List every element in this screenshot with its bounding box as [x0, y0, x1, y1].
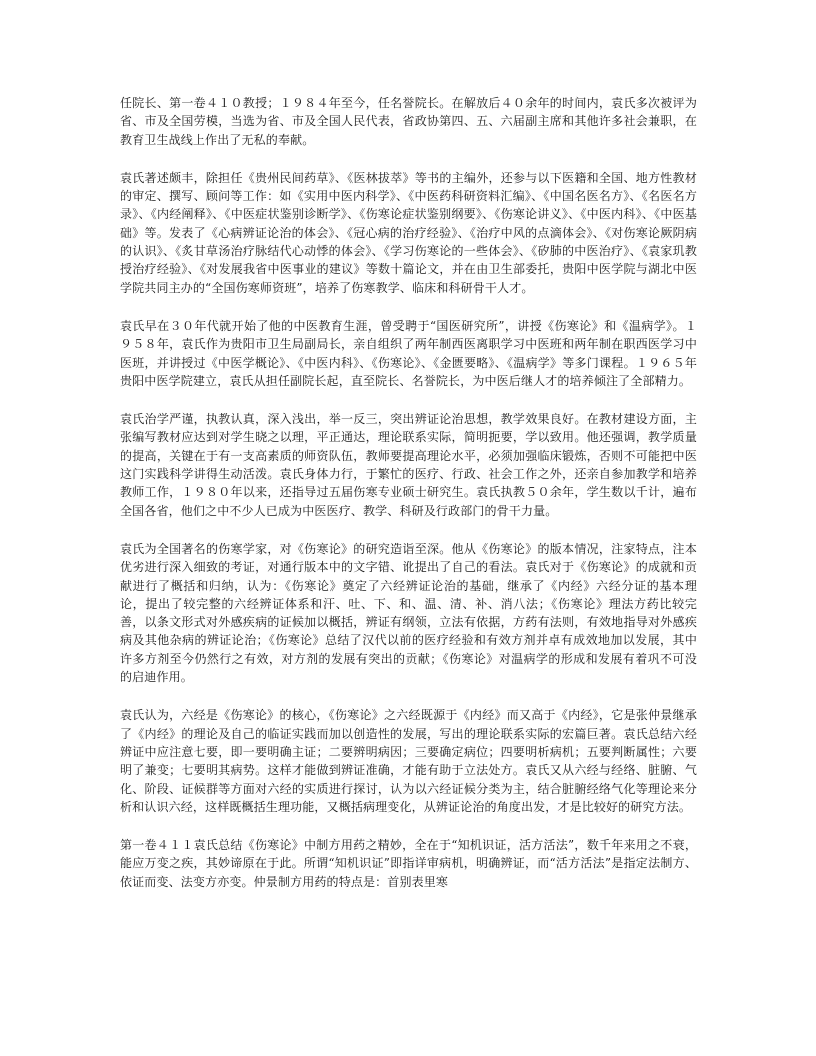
- paragraph-shanghan-research: 袁氏为全国著名的伤寒学家，对《伤寒论》的研究造诣至深。他从《伤寒论》的版本情况，注家特点，注本优劣进行深入细致的考证，对通行版本中的文字错、讹提出了自己的看法。袁氏对于《伤寒论》的成就和贡献进行了概括和归纳，认为：《伤寒论》奠定了六经辨证论治的基础，继承了《内经》六经分证的基本理论，提出了较完整的六经辨证体系和汗、吐、下、和、温、清、补、消八法；《伤寒论》理法方药比较完善，以条文形式对外感疾病的证候加以概括，辨证有纲领，立法有依据，方药有法则，有效地指导对外感疾病及其他杂病的辨证论治；《伤寒论》总结了汉代以前的医疗经验和有效方剂并卓有成效地加以发展，其中许多方剂至今仍然行之有效，对方剂的发展有突出的贡献；《伤寒论》对温病学的形成和发展有着巩不可没的启迪作用。: [120, 541, 697, 685]
- paragraph-career-summary: 任院长、第一卷４１０教授；１９８４年至今，任名誉院长。在解放后４０余年的时间内，袁氏多次被评为省、市及全国劳模，当选为省、市及全国人民代表，省政协第四、五、六届副主席和其他许多社会兼职，在教育卫生战线上作出了无私的奉献。: [120, 96, 697, 147]
- paragraph-teaching-philosophy: 袁氏治学严谨，执教认真，深入浅出，举一反三，突出辨证论治思想，教学效果良好。在教材建设方面，主张编写教材应达到对学生晓之以理，平正通达，理论联系实际，简明扼要，学以致用。他还强调，教学质量的提高，关键在于有一支高素质的师资队伍，教师要提高理论水平，必须加强临床锻炼，否则不可能把中医这门实践科学讲得生动活泼。袁氏身体力行，于繁忙的医疗、行政、社会工作之外，还亲自参加教学和培养教师工作，１９８０年以来，还指导过五届伤寒专业硕士研究生。袁氏执教５０余年，学生数以千计，遍布全国各省，他们之中不少人已成为中医医疗、教学、科研及行政部门的骨干力量。: [120, 412, 697, 518]
- paragraph-teaching-career: 袁氏早在３０年代就开始了他的中医教育生涯，曾受聘于“国医研究所”，讲授《伤寒论》和《温病学》。１９５８年，袁氏作为贵阳市卫生局副局长，亲自组织了两年制西医离职学习中医班和两年制在职西医学习中医班，并讲授过《中医学概论》、《中医内科》、《伤寒论》、《金匮要略》、《温病学》等多门课程。１９６５年贵阳中医学院建立，袁氏从担任副院长起，直至院长、名誉院长，为中医后继人才的培养倾注了全部精力。: [120, 318, 697, 388]
- paragraph-prescription-methods: 第一卷４１１袁氏总结《伤寒论》中制方用药之精妙，全在于“知机识证，活方活法”，数千年来用之不衰，能应万变之疾，其妙谛原在于此。所谓“知机识证”即指详审病机，明确辨证，而“活方活法”是指定法制方、依证而变、法变方亦变。仲景制方用药的特点是：首别表里寒: [120, 838, 697, 889]
- paragraph-publications: 袁氏著述颇丰，除担任《贵州民间药草》、《医林拔萃》等书的主编外，还参与以下医籍和全国、地方性教材的审定、撰写、顾问等工作：如《实用中医内科学》、《中医药科研资料汇编》、《中国名医名方》、《名医名方录》、《内经阐释》、《中医症状鉴别诊断学》、《伤寒论症状鉴别纲要》、《伤寒论讲义》、《中医内科》、《中医基础》等。发表了《心病辨证论治的体会》、《冠心病的治疗经验》、《治疗中风的点滴体会》、《对伤寒论厥阴病的认识》、《炙甘草汤治疗脉结代心动悸的体会》、《学习伤寒论的一些体会》、《矽肺的中医治疗》、《袁家玑教授治疗经验》、《对发展我省中医事业的建议》等数十篇论文，并在由卫生部委托，贵阳中医学院与湖北中医学院共同主办的“全国伤寒师资班”，培养了伤寒教学、临床和科研骨干人才。: [120, 170, 697, 295]
- paragraph-six-meridians: 袁氏认为，六经是《伤寒论》的核心，《伤寒论》之六经既源于《内经》而又高于《内经》，它是张仲景继承了《内经》的理论及自己的临证实践而加以创造性的发展，写出的理论联系实际的宏篇巨著。袁氏总结六经辨证中应注意七要，即一要明确主证；二要辨明病因；三要确定病位；四要明析病机；五要判断属性；六要明了兼变；七要明其病势。这样才能做到辨证准确，才能有助于立法处方。袁氏又从六经与经络、脏腑、气化、阶段、证候群等方面对六经的实质进行探讨，认为以六经证候分类为主，结合脏腑经络气化等理论来分析和认识六经，这样既概括生理功能，又概括病理变化，从辨证论治的角度出发，才是比较好的研究方法。: [120, 708, 697, 814]
- document-body: [120, 94, 697, 911]
